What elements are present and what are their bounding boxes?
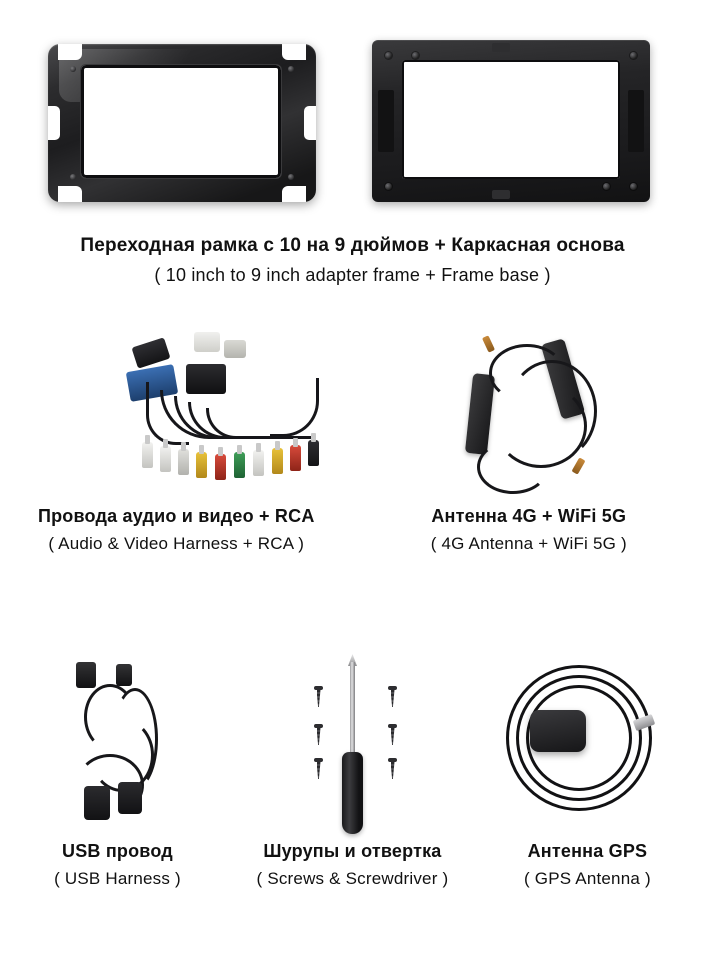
- antenna-pad-left: [465, 373, 495, 455]
- section-adapter-frame: [0, 0, 705, 300]
- antenna-cable: [477, 440, 549, 494]
- usb-socket-female: [84, 786, 110, 820]
- screw: [314, 686, 323, 707]
- gps-antenna-image: [490, 655, 675, 840]
- caption-usb-harness: [0, 840, 235, 890]
- frame-side-cut-left: [48, 106, 60, 140]
- caption-screws-screwdriver: [235, 840, 470, 890]
- harness-wire: [146, 382, 189, 445]
- frame-base-tab: [492, 43, 510, 52]
- rca-plug-white: [160, 446, 171, 472]
- screwdriver-shaft: [350, 662, 355, 754]
- caption-en: ( Screws & Screwdriver ): [256, 868, 449, 888]
- adapter-frame-image: [48, 44, 316, 202]
- frame-base-screw: [630, 52, 637, 59]
- frame-notch-top-right: [282, 44, 306, 60]
- rca-plug-red: [215, 454, 226, 480]
- caption-en: ( 10 inch to 9 inch adapter frame + Frame base ): [154, 264, 551, 285]
- frame-base-image: [372, 40, 650, 202]
- row3-photo-group: [0, 640, 705, 840]
- usb-plug-a: [76, 662, 96, 688]
- caption-en: ( USB Harness ): [54, 868, 181, 888]
- screws-screwdriver-image: [290, 652, 445, 842]
- antenna-4g-wifi-image: [455, 330, 650, 505]
- screw: [314, 758, 323, 779]
- caption-ru: Антенна 4G + WiFi 5G: [431, 506, 627, 526]
- rca-plug-black: [308, 440, 319, 466]
- frame-notch-bottom-left: [58, 186, 82, 202]
- screw: [388, 758, 397, 779]
- harness-connector-grey: [224, 340, 246, 358]
- frame-base-screw: [385, 183, 392, 190]
- rca-plug-yellow: [272, 448, 283, 474]
- frame-base-screw: [385, 52, 392, 59]
- rca-plug-grey: [178, 449, 189, 475]
- frame-side-cut-right: [304, 106, 316, 140]
- rca-plug-yellow: [196, 452, 207, 478]
- screw: [388, 686, 397, 707]
- usb-plug-b: [116, 664, 132, 686]
- usb-harness-image: [60, 658, 240, 838]
- adapter-frame-opening: [81, 65, 281, 178]
- frame-screw-hole: [288, 174, 294, 180]
- section-usb-tools-gps: [0, 640, 705, 970]
- frame-screw-hole: [70, 174, 76, 180]
- frames-photo-group: [0, 22, 705, 212]
- caption-antenna-4g-wifi: [353, 505, 705, 555]
- caption-ru: Провода аудио и видео + RCA: [37, 506, 315, 526]
- frame-screw-hole: [70, 66, 76, 72]
- usb-socket-female: [118, 782, 142, 814]
- caption-adapter-frame: [0, 234, 705, 287]
- caption-en: ( GPS Antenna ): [524, 868, 651, 888]
- screw: [388, 724, 397, 745]
- row2-photo-group: [0, 320, 705, 505]
- frame-notch-bottom-right: [282, 186, 306, 202]
- gps-receiver-puck: [530, 710, 586, 752]
- caption-gps-antenna: [470, 840, 705, 890]
- av-harness-image: [120, 330, 350, 505]
- frame-base-screw: [412, 52, 419, 59]
- section-harness-antenna: [0, 320, 705, 610]
- caption-ru: USB провод: [62, 841, 173, 861]
- frame-notch-top-left: [58, 44, 82, 60]
- frame-base-clip: [628, 90, 644, 152]
- screw: [314, 724, 323, 745]
- antenna-connector-tip: [571, 457, 585, 474]
- screwdriver-handle: [342, 752, 363, 834]
- caption-av-harness: [0, 505, 353, 555]
- caption-ru: Антенна GPS: [527, 841, 648, 861]
- frame-base-screw: [603, 183, 610, 190]
- rca-plug-white: [142, 442, 153, 468]
- caption-ru: Шурупы и отвертка: [263, 841, 442, 861]
- frame-base-clip: [378, 90, 394, 152]
- usb-cable: [112, 688, 158, 790]
- harness-connector-black: [131, 337, 170, 368]
- harness-connector-white: [194, 332, 220, 352]
- antenna-connector-tip: [482, 335, 495, 352]
- row3-captions: [0, 840, 705, 890]
- row2-captions: [0, 505, 705, 555]
- caption-en: ( 4G Antenna + WiFi 5G ): [430, 533, 627, 553]
- rca-plug-green: [234, 452, 245, 478]
- rca-plug-white: [253, 450, 264, 476]
- frame-base-screw: [630, 183, 637, 190]
- frame-base-opening: [402, 60, 620, 179]
- frame-base-tab: [492, 190, 510, 199]
- frame-screw-hole: [288, 66, 294, 72]
- caption-en: ( Audio & Video Harness + RCA ): [48, 533, 305, 553]
- caption-ru: Переходная рамка с 10 на 9 дюймов + Каркасная основа: [80, 235, 625, 256]
- rca-plug-red: [290, 445, 301, 471]
